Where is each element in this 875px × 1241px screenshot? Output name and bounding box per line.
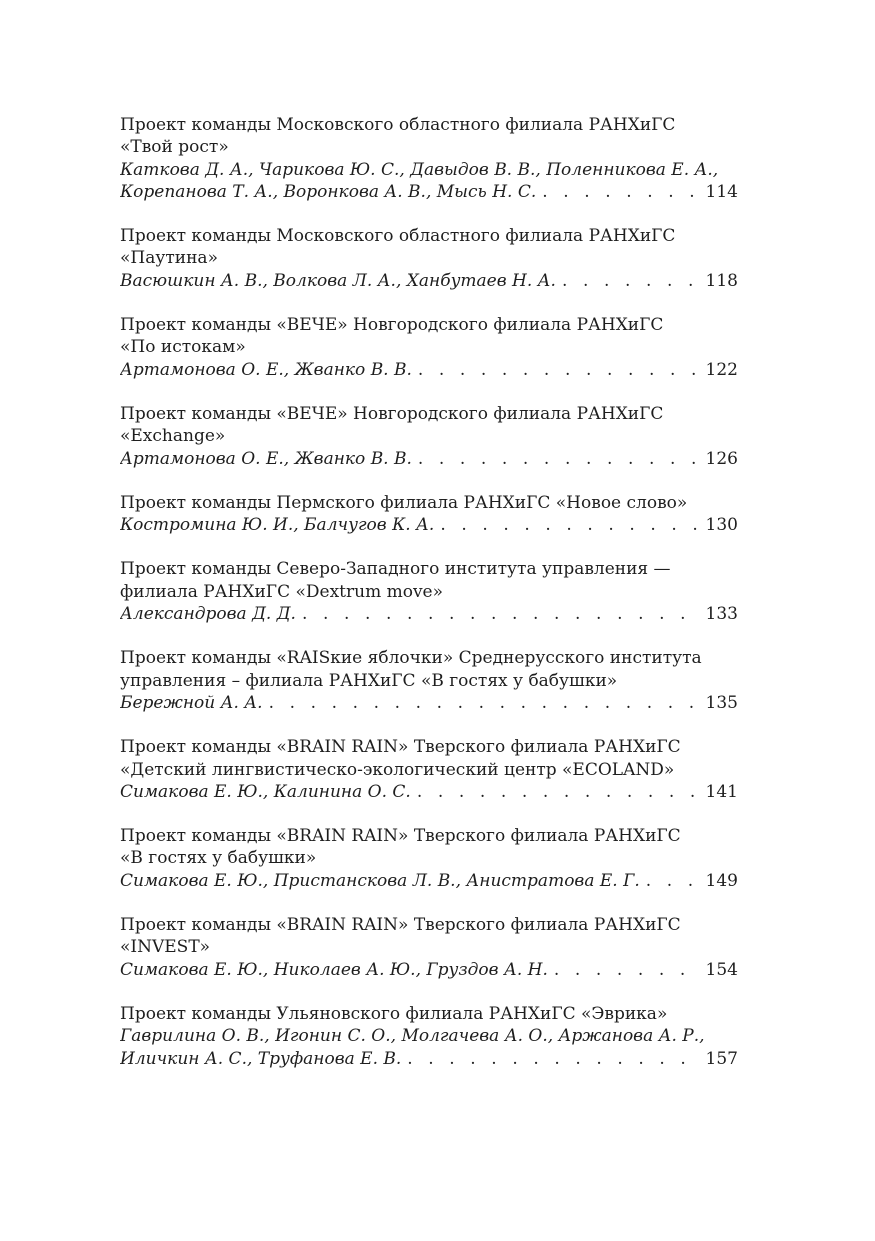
entry-page-number: 154 <box>705 959 738 980</box>
entry-authors-page-line <box>120 959 738 981</box>
entry-title-line: Проект команды «ВЕЧЕ» Новгородского филиала РАНХиГС <box>120 315 664 336</box>
entry-authors-page-line <box>120 1048 738 1070</box>
toc-entry[interactable] <box>120 736 738 803</box>
dot-leader <box>401 1048 697 1070</box>
dot-leader <box>536 181 697 203</box>
entry-title-line: «В гостях у бабушки» <box>120 848 317 869</box>
dot-leader <box>434 514 697 536</box>
entry-authors-page-line <box>120 448 738 470</box>
entry-authors: Александрова Д. Д. <box>120 604 296 625</box>
entry-authors: Артамонова О. Е., Жванко В. В. <box>120 448 412 469</box>
entry-page-number: 114 <box>705 181 738 202</box>
entry-page-number: 133 <box>705 604 738 625</box>
toc-entry[interactable] <box>120 825 738 892</box>
toc-entry[interactable] <box>120 558 738 625</box>
entry-authors-page-line <box>120 870 738 892</box>
dot-leader <box>411 781 698 803</box>
entry-title-line: Проект команды «BRAIN RAIN» Тверского филиала РАНХиГС <box>120 737 681 758</box>
entry-page-number: 126 <box>705 448 738 469</box>
entry-authors-page-line <box>120 270 738 292</box>
entry-authors-page-line <box>120 692 738 714</box>
toc-entry[interactable] <box>120 114 738 203</box>
dot-leader <box>263 692 698 714</box>
toc-entry[interactable] <box>120 647 738 714</box>
entry-title-line: «По истокам» <box>120 337 246 358</box>
entry-page-number: 130 <box>705 515 738 536</box>
entry-authors: Симакова Е. Ю., Калинина О. С. <box>120 781 411 802</box>
entry-authors: Бережной А. А. <box>120 692 263 713</box>
table-of-contents <box>120 114 738 1092</box>
entry-page-number: 122 <box>705 359 738 380</box>
entry-authors-line: Гаврилина О. В., Игонин С. О., Молгачева А. О., Аржанова А. Р., <box>120 1026 705 1047</box>
entry-page-number: 141 <box>705 781 738 802</box>
entry-title-line: «Exchange» <box>120 426 226 447</box>
toc-entry[interactable] <box>120 225 738 292</box>
entry-authors-page-line <box>120 781 738 803</box>
entry-authors-page-line <box>120 359 738 381</box>
entry-title-line: «Детский лингвистическо-экологический центр «ECOLAND» <box>120 759 675 780</box>
dot-leader <box>296 603 698 625</box>
entry-page-number: 157 <box>705 1048 738 1069</box>
entry-title-line: «Твой рост» <box>120 137 229 158</box>
entry-title-line: «Паутина» <box>120 248 218 269</box>
toc-entry[interactable] <box>120 492 738 537</box>
dot-leader <box>640 870 698 892</box>
dot-leader <box>412 448 698 470</box>
entry-title-line: Проект команды Московского областного филиала РАНХиГС <box>120 115 676 135</box>
entry-title-line: Проект команды Северо-Западного института управления — <box>120 559 671 580</box>
entry-title-line: Проект команды «RAISкие яблочки» Среднерусского института <box>120 648 702 669</box>
entry-title-line: Проект команды «ВЕЧЕ» Новгородского филиала РАНХиГС <box>120 403 664 424</box>
dot-leader <box>548 959 698 981</box>
entry-authors-line: Каткова Д. А., Чарикова Ю. С., Давыдов В. В., Поленникова Е. А., <box>120 159 719 180</box>
dot-leader <box>412 359 698 381</box>
entry-authors: Симакова Е. Ю., Николаев А. Ю., Груздов А. Н. <box>120 959 548 980</box>
entry-title-line: Проект команды «BRAIN RAIN» Тверского филиала РАНХиГС <box>120 915 681 936</box>
toc-entry[interactable] <box>120 403 738 470</box>
entry-authors: Симакова Е. Ю., Пристанскова Л. В., Анистратова Е. Г. <box>120 870 640 891</box>
entry-title-line: Проект команды Пермского филиала РАНХиГС «Новое слово» <box>120 492 688 513</box>
toc-entry[interactable] <box>120 914 738 981</box>
entry-authors: Корепанова Т. А., Воронкова А. В., Мысь Н. С. <box>120 181 537 202</box>
entry-title-line: Проект команды Ульяновского филиала РАНХиГС «Эврика» <box>120 1003 668 1024</box>
entry-title-line: «INVEST» <box>120 937 211 958</box>
entry-authors: Иличкин А. С., Труфанова Е. В. <box>120 1048 402 1069</box>
entry-authors-page-line <box>120 603 738 625</box>
entry-authors-page-line <box>120 181 738 203</box>
entry-authors-page-line <box>120 514 738 536</box>
entry-title-line: Проект команды «BRAIN RAIN» Тверского филиала РАНХиГС <box>120 826 681 847</box>
entry-authors: Васюшкин А. В., Волкова Л. А., Ханбутаев Н. А. <box>120 270 556 291</box>
entry-page-number: 135 <box>705 692 738 713</box>
toc-entry[interactable] <box>120 314 738 381</box>
entry-title-line: управления – филиала РАНХиГС «В гостях у бабушки» <box>120 670 618 691</box>
entry-title-line: филиала РАНХиГС «Dextrum move» <box>120 581 444 602</box>
toc-entry[interactable] <box>120 1003 738 1070</box>
dot-leader <box>556 270 698 292</box>
entry-authors: Костромина Ю. И., Балчугов К. А. <box>120 515 435 536</box>
entry-page-number: 118 <box>705 270 738 291</box>
entry-authors: Артамонова О. Е., Жванко В. В. <box>120 359 412 380</box>
entry-title-line: Проект команды Московского областного филиала РАНХиГС <box>120 226 676 247</box>
entry-page-number: 149 <box>705 870 738 891</box>
